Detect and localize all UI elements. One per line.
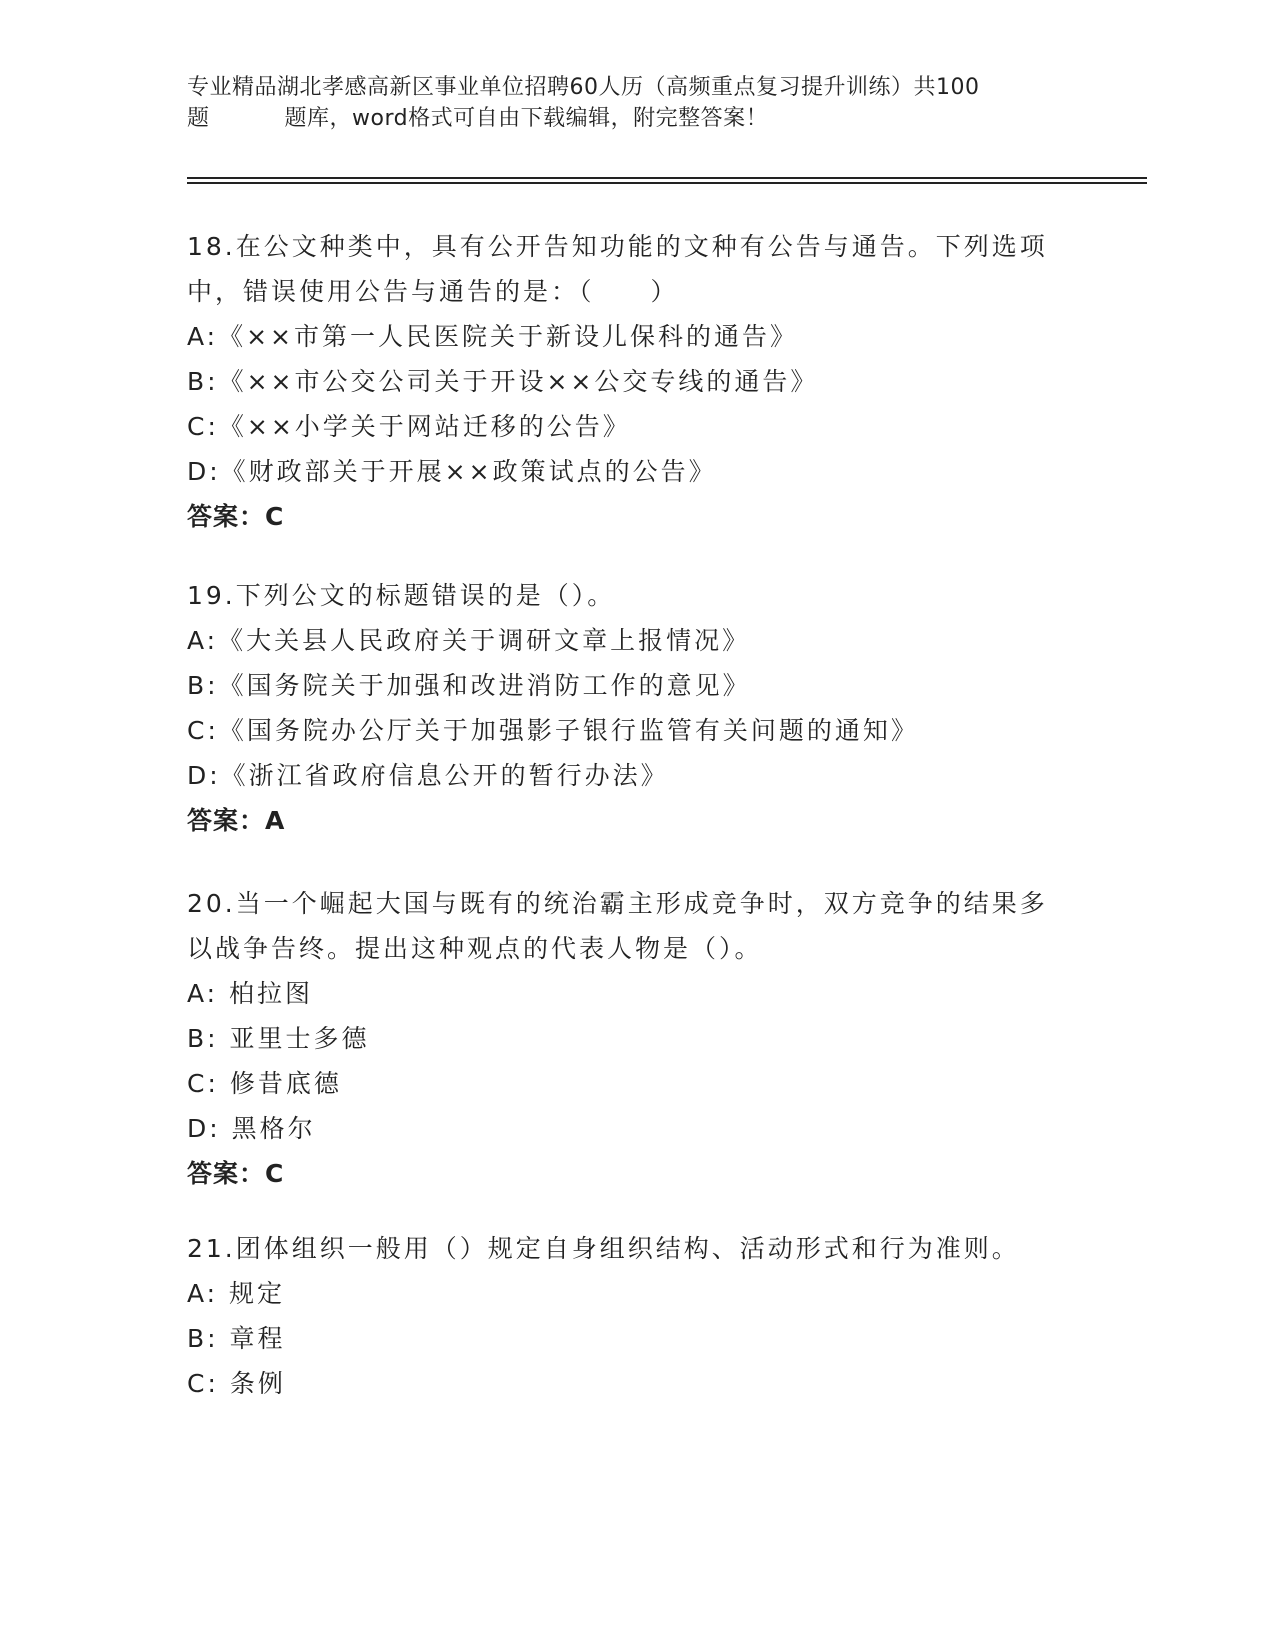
header-line-2-right: 题库，word格式可自由下载编辑，附完整答案！ <box>284 106 769 131</box>
option-c: C: 修昔底德 <box>187 1069 342 1098</box>
answer: 答案：C <box>187 1159 285 1188</box>
option-a: A:《大关县人民政府关于调研文章上报情况》 <box>187 626 751 655</box>
question-18 <box>187 224 1107 540</box>
header-line-2-left: 题 <box>187 106 210 131</box>
option-c: C:《××小学关于网站迁移的公告》 <box>187 412 631 441</box>
question-20 <box>187 881 1107 1197</box>
header-title-line-1: 专业精品湖北孝感高新区事业单位招聘60人历（高频重点复习提升训练）共100 <box>187 75 980 100</box>
option-d: D:《财政部关于开展××政策试点的公告》 <box>187 457 717 486</box>
option-a: A: 柏拉图 <box>187 979 314 1008</box>
option-b: B: 章程 <box>187 1324 286 1353</box>
header-gap <box>210 103 285 134</box>
question-stem-line: 21.团体组织一般用（）规定自身组织结构、活动形式和行为准则。 <box>187 1234 1020 1263</box>
question-21 <box>187 1226 1107 1406</box>
answer: 答案：C <box>187 502 285 531</box>
option-a: A: 规定 <box>187 1279 286 1308</box>
header-divider-top <box>187 177 1147 179</box>
question-stem-line: 18.在公文种类中，具有公开告知功能的文种有公告与通告。下列选项 <box>187 232 1048 261</box>
answer: 答案：A <box>187 806 286 835</box>
option-a: A:《××市第一人民医院关于新设儿保科的通告》 <box>187 322 798 351</box>
document-header <box>187 72 1087 134</box>
question-stem-line: 19.下列公文的标题错误的是（）。 <box>187 581 616 610</box>
question-stem-line: 以战争告终。提出这种观点的代表人物是（）。 <box>187 934 763 963</box>
option-b: B:《国务院关于加强和改进消防工作的意见》 <box>187 671 751 700</box>
option-d: D: 黑格尔 <box>187 1114 316 1143</box>
option-c: C: 条例 <box>187 1369 286 1398</box>
question-stem-line: 中，错误使用公告与通告的是：（ ） <box>187 277 679 306</box>
header-title-line-2 <box>187 103 1087 134</box>
option-b: B:《××市公交公司关于开设××公交专线的通告》 <box>187 367 819 396</box>
option-d: D:《浙江省政府信息公开的暂行办法》 <box>187 761 669 790</box>
question-stem-line: 20.当一个崛起大国与既有的统治霸主形成竞争时，双方竞争的结果多 <box>187 889 1048 918</box>
header-divider-bottom <box>187 182 1147 184</box>
question-19 <box>187 573 1107 844</box>
option-b: B: 亚里士多德 <box>187 1024 370 1053</box>
option-c: C:《国务院办公厅关于加强影子银行监管有关问题的通知》 <box>187 716 919 745</box>
